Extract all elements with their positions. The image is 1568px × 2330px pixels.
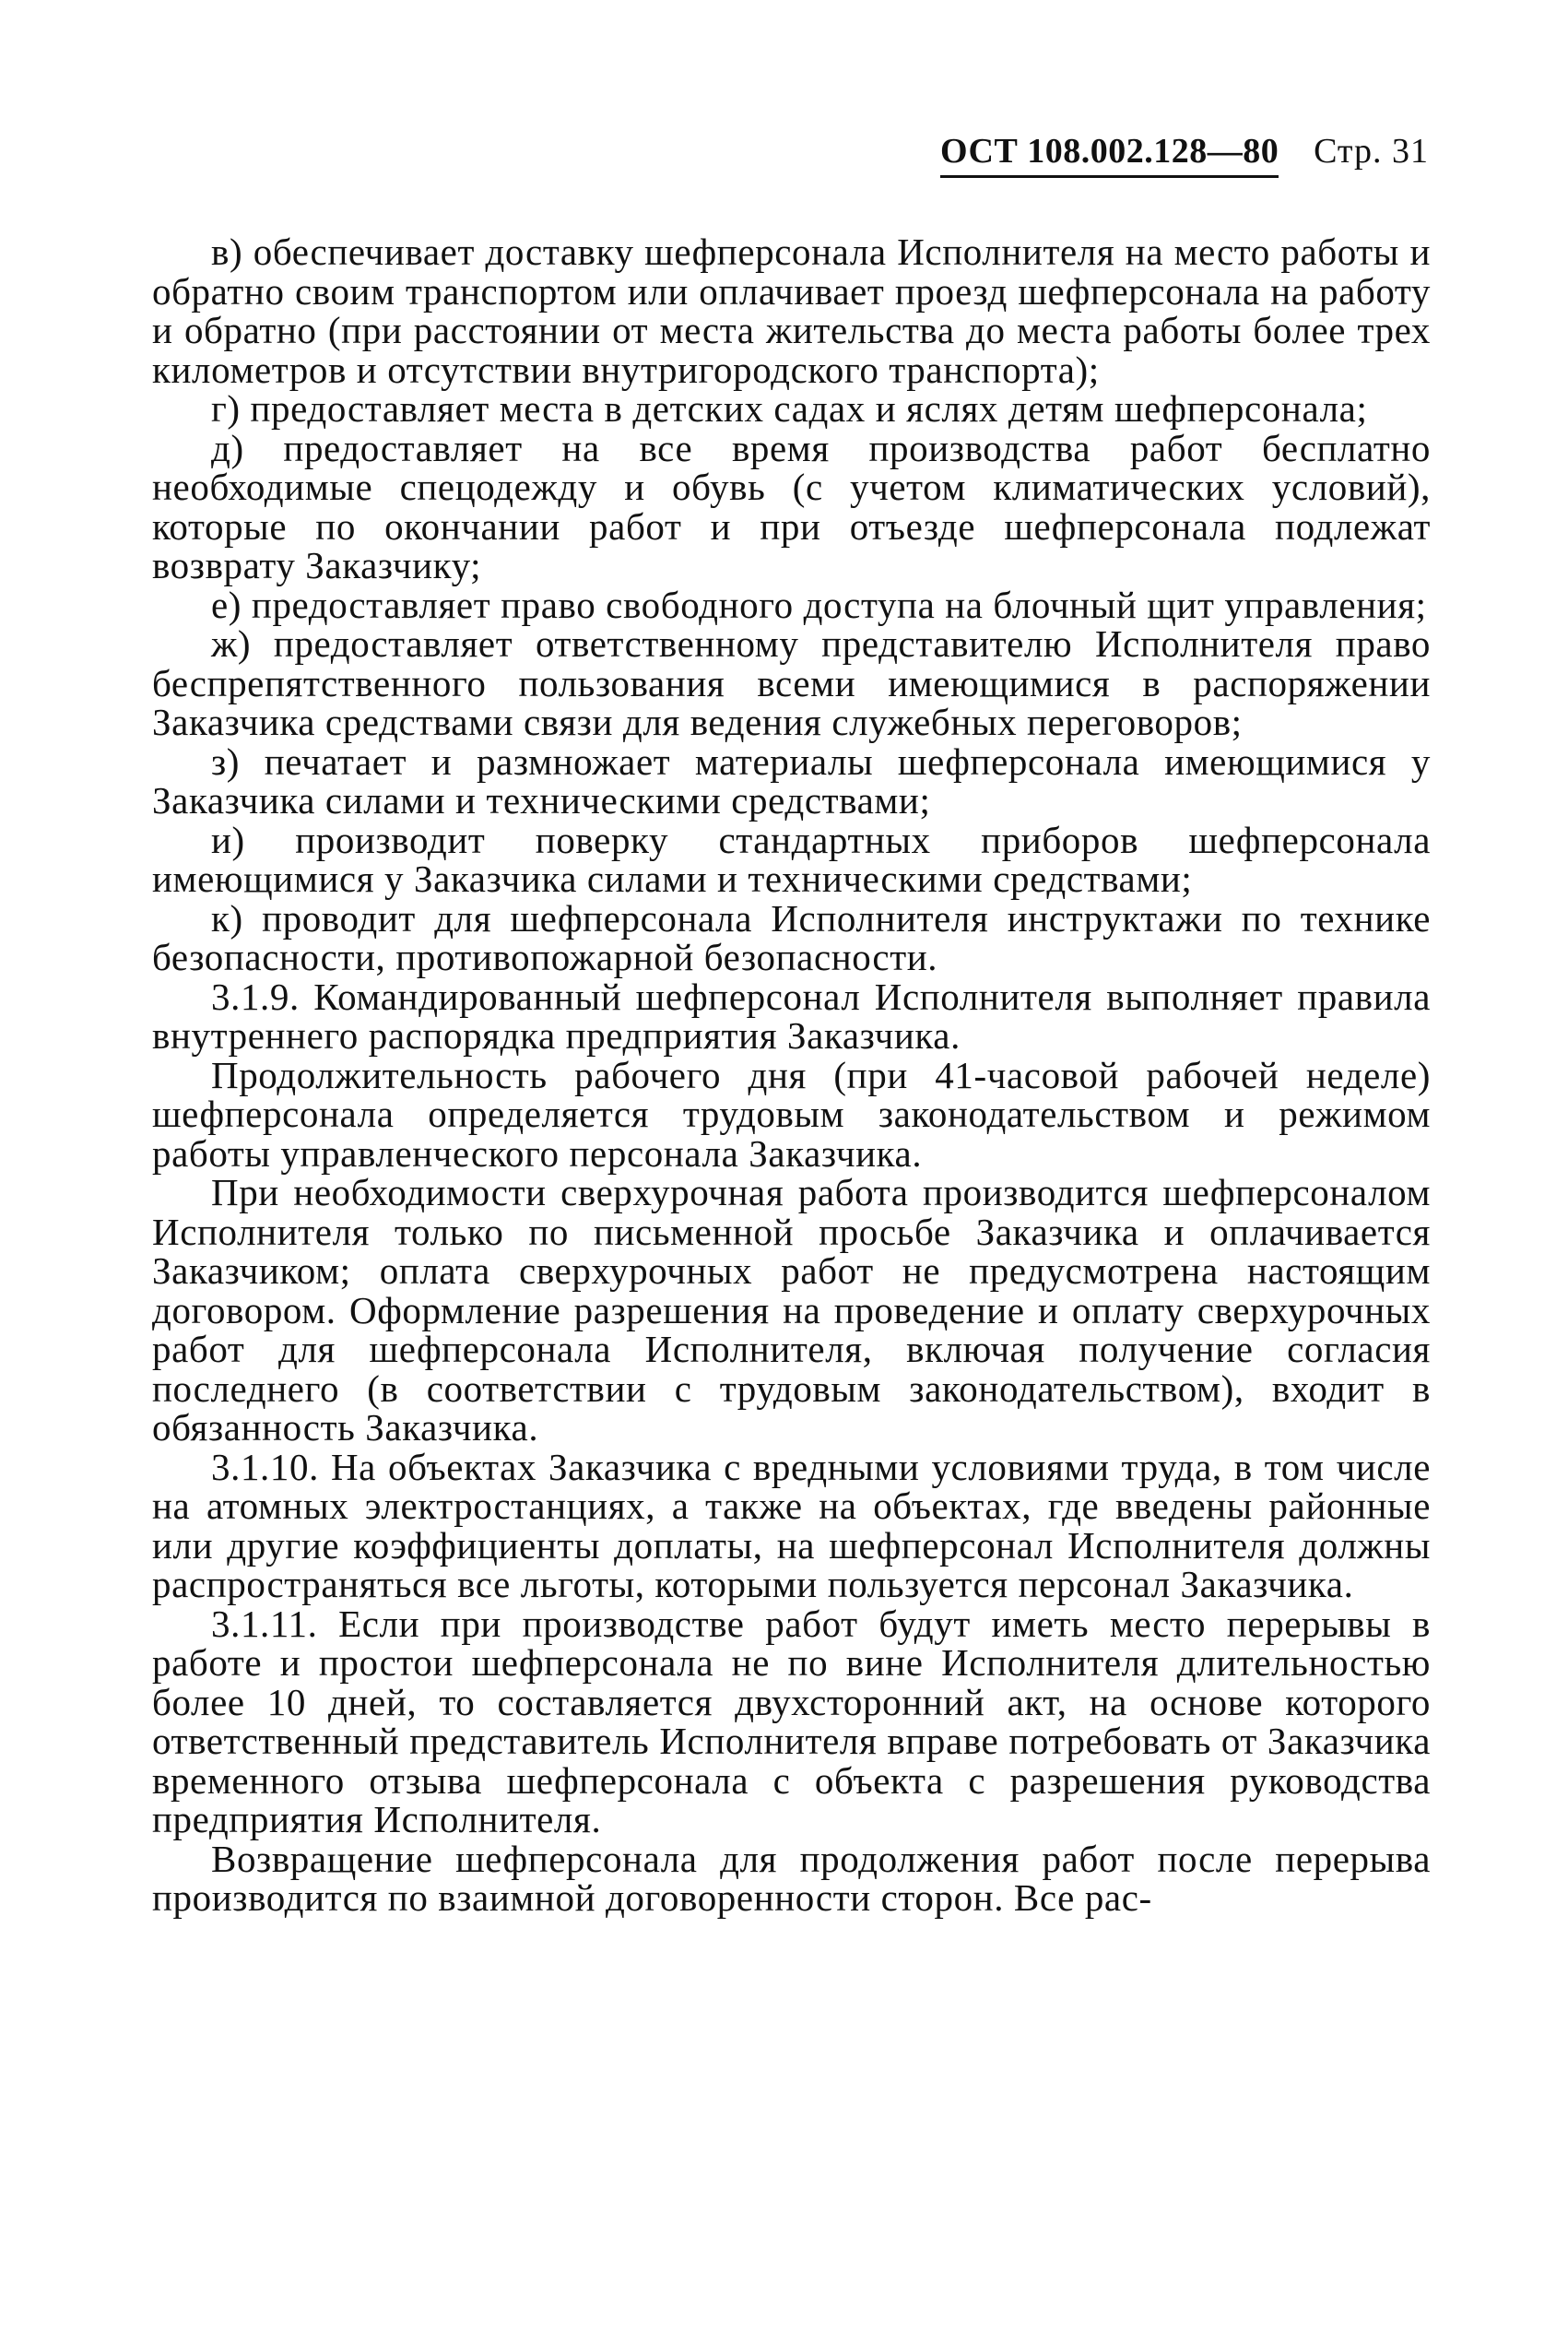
paragraph-item-i: и) производит поверку стандартных приборов шефперсонала имеющимися у Заказчика силами и техническими средствами; (152, 818, 1431, 900)
clause-3-1-9: 3.1.9. Командированный шефперсонал Исполнителя выполняет правила внутреннего распорядка предприятия Заказчика. (152, 975, 1431, 1057)
paragraph-item-zh: ж) предоставляет ответственному представителю Исполнителя право беспрепятственного пользования всеми имеющимися в распоряжении Заказчика средствами связи для ведения служебных переговоров; (152, 622, 1431, 743)
page-number: Стр. 31 (1314, 132, 1429, 171)
paragraph-item-g: г) предоставляет места в детских садах и яслях детям шефперсонала; (211, 387, 1368, 430)
paragraph-overtime: При необходимости сверхурочная работа производится шефперсоналом Исполнителя только по письменной просьбе Заказчика и оплачивается Заказчиком; оплата сверхурочных работ не предусмотрена настоящим договором. Оформление разрешения на проведение и оплату сверхурочных работ для шефперсонала Исполнителя, включая получение согласия последнего (в соответствии с трудовым законодательством), входит в обязанность Заказчика. (152, 1171, 1431, 1449)
paragraph-item-e: е) предоставляет право свободного доступа на блочный щит управления; (211, 583, 1427, 626)
paragraph-item-k: к) проводит для шефперсонала Исполнителя инструктажи по технике безопасности, противопожарной безопасности. (152, 896, 1431, 978)
clause-3-1-10: 3.1.10. На объектах Заказчика с вредными условиями труда, в том числе на атомных электростанциях, а также на объектах, где введены районные или другие коэффициенты доплаты, на шефперсонал Исполнителя должны распространяться все льготы, которыми пользуется персонал Заказчика. (152, 1445, 1431, 1605)
paragraph-item-v: в) обеспечивает доставку шефперсонала Исполнителя на место работы и обратно своим транспортом или оплачивает проезд шефперсонала на работу и обратно (при расстоянии от места жительства до места работы более трех километров и отсутствии внутригородского транспорта); (152, 231, 1431, 391)
paragraph-working-day: Продолжительность рабочего дня (при 41-часовой рабочей неделе) шефперсонала определяется трудовым законодательством и режимом работы управленческого персонала Заказчика. (152, 1053, 1431, 1175)
paragraph-return: Возвращение шефперсонала для продолжения работ после перерыва производится по взаимной договоренности сторон. Все рас- (152, 1837, 1431, 1919)
page-header (940, 129, 1429, 184)
document-body (152, 232, 1431, 1918)
paragraph-item-d: д) предоставляет на все время производства работ бесплатно необходимые спецодежду и обувь (с учетом климатических условий), которые по окончании работ и при отъезде шефперсонала подлежат возврату Заказчику; (152, 426, 1431, 586)
clause-3-1-11: 3.1.11. Если при производстве работ будут иметь место перерывы в работе и простои шефперсонала не по вине Исполнителя длительностью более 10 дней, то составляется двухсторонний акт, на основе которого ответственный представитель Исполнителя вправе потребовать от Заказчика временного отзыва шефперсонала с объекта с разрешения руководства предприятия Исполнителя. (152, 1602, 1431, 1840)
paragraph-item-z: з) печатает и размножает материалы шефперсонала имеющимися у Заказчика силами и техническими средствами; (152, 739, 1431, 822)
standard-code: ОСТ 108.002.128—80 (940, 129, 1279, 178)
